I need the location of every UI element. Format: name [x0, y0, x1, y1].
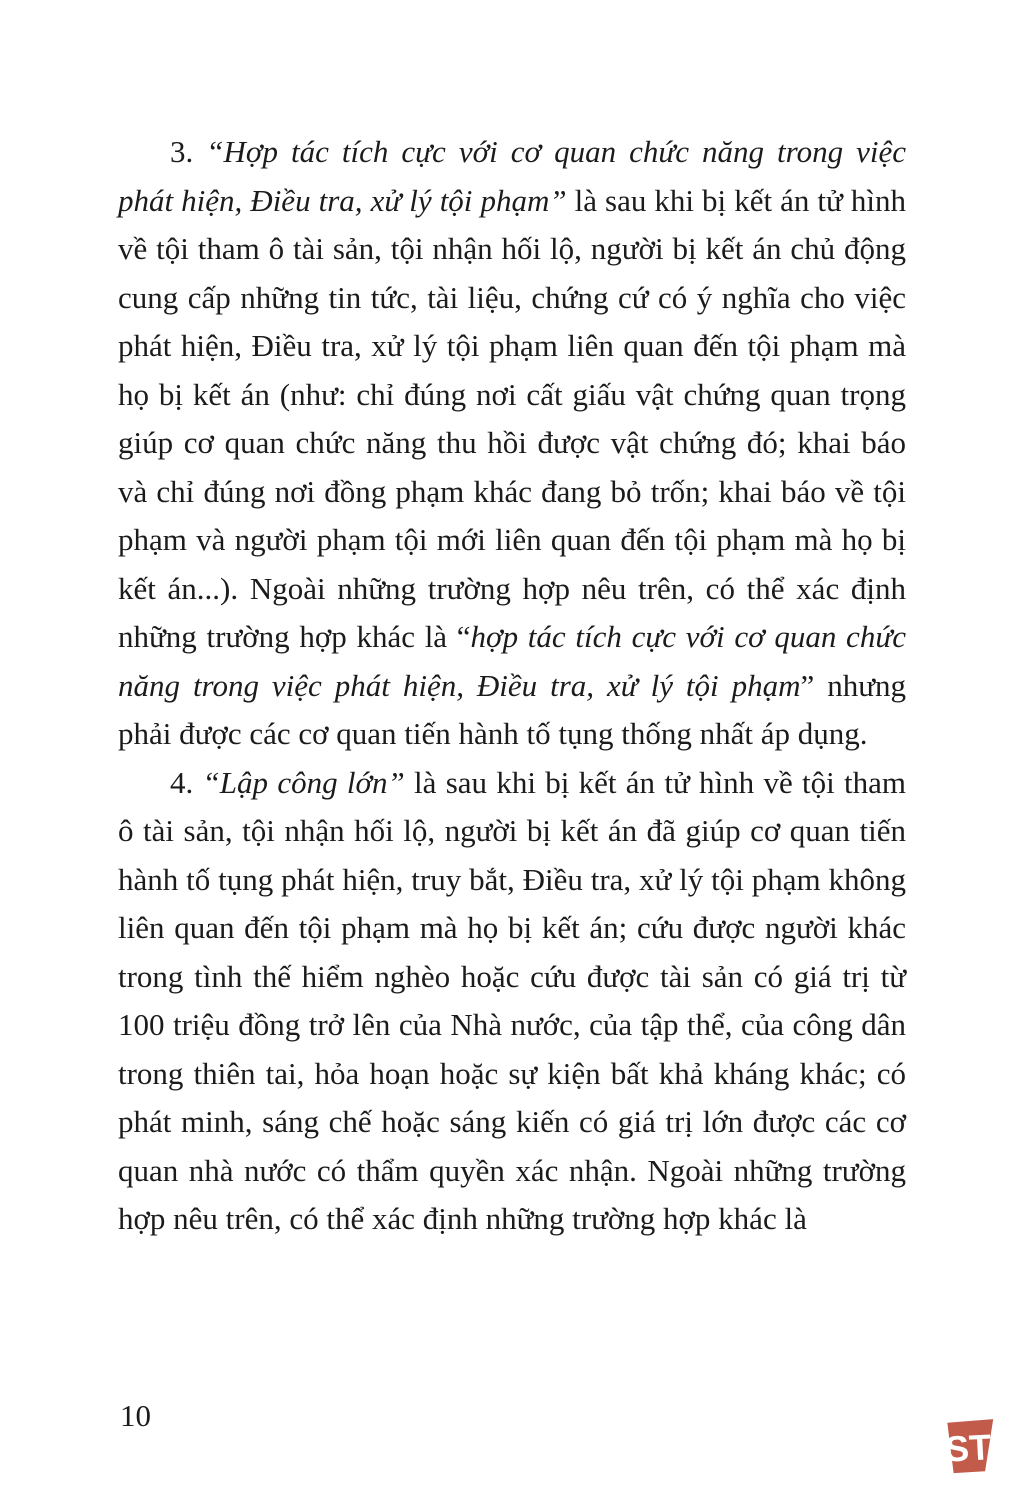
publisher-st-logo-icon [941, 1418, 995, 1476]
italic-text-segment: “Lập công lớn” [202, 764, 405, 800]
text-segment: 3. [170, 134, 207, 169]
text-segment: là sau khi bị kết án tử hình về tội tham ô tài sản, tội nhận hối lộ, người bị kết án đã giúp cơ quan tiến hành tố tụng phát hiện, truy bắt, Điều tra, xử lý tội phạm không liên quan đến tội phạm mà họ bị kết án; cứu được người khác trong tình thế hiểm nghèo hoặc cứu được tài sản có giá trị từ 100 triệu đồng trở lên của Nhà nước, của tập thể, của công dân trong thiên tai, hỏa hoạn hoặc sự kiện bất khả kháng khác; có phát minh, sáng chế hoặc sáng kiến có giá trị lớn được các cơ quan nhà nước có thẩm quyền xác nhận. Ngoài những trường hợp nêu trên, có thể xác định những trường hợp khác là [118, 764, 906, 1236]
paragraph [118, 759, 906, 1244]
body-text [118, 128, 906, 1244]
page-number: 10 [120, 1398, 151, 1433]
st-logo-letters: ST [944, 1426, 993, 1470]
italic-text-segment: hợp tác tích cực với cơ quan chức năng trong việc phát hiện, Điều tra, xử lý tội phạm [118, 619, 906, 703]
paragraph [118, 128, 906, 759]
text-segment: ” nhưng phải được các cơ quan tiến hành tố tụng thống nhất áp dụng. [118, 667, 906, 751]
text-segment: 4. [170, 764, 203, 800]
text-segment: là sau khi bị kết án tử hình về tội tham ô tài sản, tội nhận hối lộ, người bị kết án chủ động cung cấp những tin tức, tài liệu, chứng cứ có ý nghĩa cho việc phát hiện, Điều tra, xử lý tội phạm liên quan đến tội phạm mà họ bị kết án (như: chỉ đúng nơi cất giấu vật chứng quan trọng giúp cơ quan chức năng thu hồi được vật chứng đó; khai báo và chỉ đúng nơi đồng phạm khác đang bỏ trốn; khai báo về tội phạm và người phạm tội mới liên quan đến tội phạm mà họ bị kết án...). Ngoài những trường hợp nêu trên, có thể xác định những trường hợp khác là “ [118, 182, 906, 654]
italic-text-segment: “Hợp tác tích cực với cơ quan chức năng trong việc phát hiện, Điều tra, xử lý tội phạm” [118, 134, 906, 218]
